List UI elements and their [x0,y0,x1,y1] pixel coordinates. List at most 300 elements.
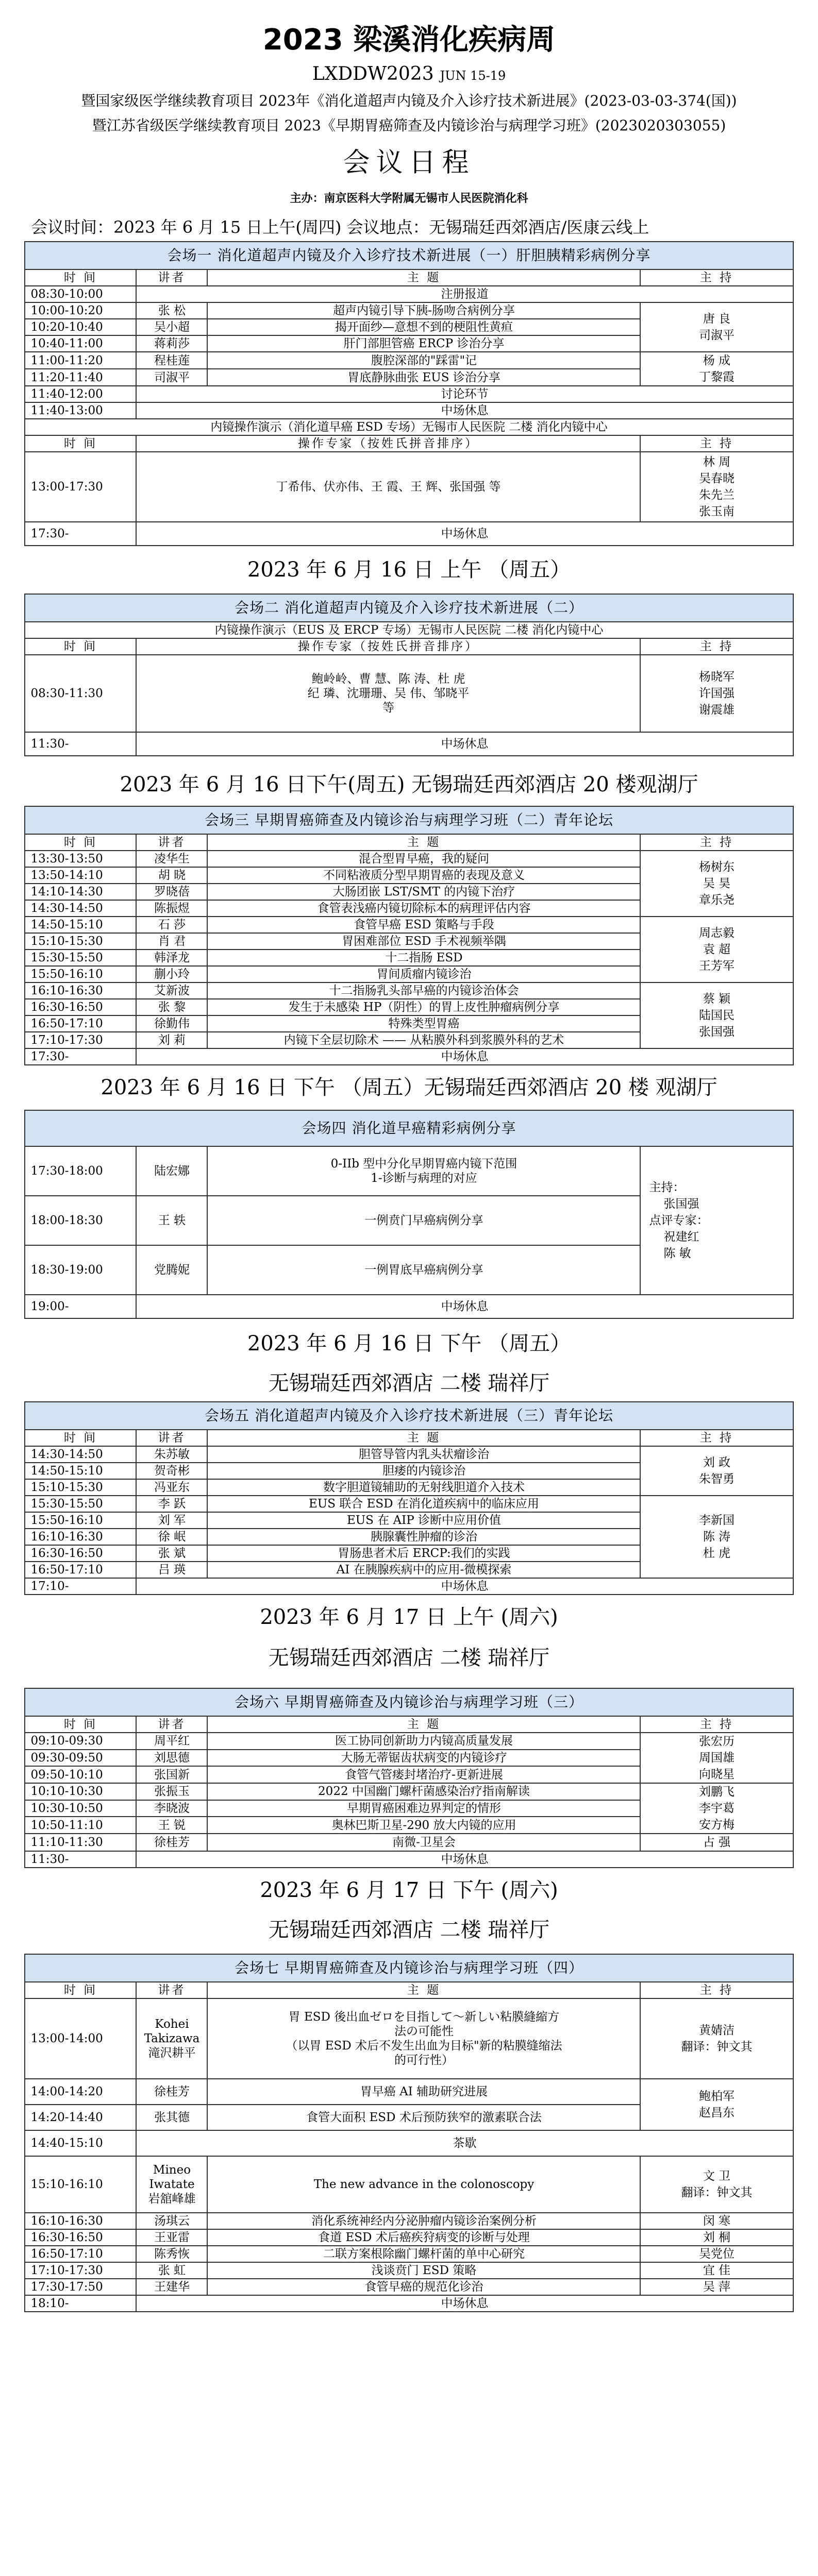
row-time: 19:00- [25,1295,136,1318]
col-chair: 主 持 [640,269,793,286]
row-time: 18:10- [25,2295,136,2312]
row-time: 16:10-16:30 [25,2213,136,2229]
col-time: 时 间 [25,269,136,286]
table-row [25,851,793,867]
row-topic: 胃早癌 AI 辅助研究进展 [207,2079,640,2105]
session-4-table [24,1110,793,1319]
row-speaker: 王亚雷 [136,2229,207,2246]
row-topic: 胃间质瘤内镜诊治 [207,966,640,982]
chair-cell [640,2156,793,2213]
topic-line: （以胃 ESD 术后不发生出血为目标"新的粘膜缝缩法 [286,2039,562,2053]
demo-experts: 丁希伟、伏亦伟、王 霞、王 辉、张国强 等 [136,452,640,522]
col-speaker: 讲者 [136,1430,207,1446]
chair-name: 唐 良 [703,312,731,326]
session-7-title: 会场七 早期胃癌筛查及内镜诊治与病理学习班（四） [25,1954,793,1982]
row-topic: 中场休息 [136,1295,793,1318]
experts-line: 纪 璘、沈珊珊、吴 伟、邹晓平 [307,687,470,700]
chair-name: 文 卫 [703,2170,731,2183]
chair-name: 陆国民 [699,1009,734,1022]
row-topic: 胃困难部位 ESD 手术视频举隅 [207,933,640,950]
row-speaker: 韩泽龙 [136,950,207,966]
row-speaker: 徐桂芳 [136,1834,207,1851]
row-speaker: 刘思德 [136,1750,207,1767]
row-time: 17:30- [25,1048,136,1065]
chair-name: 林 周 [703,455,731,469]
row-topic: 浅谈贲门 ESD 策略 [207,2262,640,2279]
row-time: 13:30-13:50 [25,851,136,867]
row-topic: 数字胆道镜辅助的无射线胆道介入技术 [207,1479,640,1496]
row-time: 16:50-17:10 [25,1015,136,1032]
row-topic: 消化系统神经内分泌肿瘤内镜诊治案例分析 [207,2213,640,2229]
chair-name: 吴春晓 [699,472,734,485]
col-topic: 主 题 [207,1982,640,1998]
row-time: 11:30- [25,1851,136,1868]
day2-pm-heading-3: 2023 年 6 月 16 日 下午 （周五） [247,1332,571,1355]
col-time: 时 间 [25,1982,136,1998]
row-topic: 胃底静脉曲张 EUS 诊治分享 [207,369,640,386]
row-topic: 食管表浅癌内镜切除标本的病理评估内容 [207,900,640,917]
row-time: 15:50-16:10 [25,966,136,982]
session-4-title: 会场四 消化道早癌精彩病例分享 [25,1110,793,1146]
chair-name: 蔡 颖 [703,992,731,1006]
row-time: 16:50-17:10 [25,2246,136,2262]
row-speaker: 蒯小玲 [136,966,207,982]
table-row [25,1146,793,1196]
speaker-line: Mineo [153,2163,191,2177]
row-speaker: 张 虹 [136,2262,207,2279]
col-chair: 主 持 [640,1716,793,1733]
topic-line: 胃 ESD 後出血ゼロを目指して～新しい粘膜縫縮方 [288,2010,560,2024]
row-time: 13:00-17:30 [25,452,136,522]
row-time: 18:30-19:00 [25,1245,136,1295]
col-speaker: 讲者 [136,269,207,286]
chair-cell [640,1446,793,1496]
row-speaker [136,2156,207,2213]
row-time: 10:30-10:50 [25,1800,136,1817]
row-topic: 南微-卫星会 [207,1834,640,1851]
chair-name: 袁 超 [703,943,731,956]
row-topic: 中场休息 [136,1048,793,1065]
row-time: 11:10-11:30 [25,1834,136,1851]
row-speaker: 艾新波 [136,982,207,999]
row-speaker: 李 跃 [136,1496,207,1512]
chair-cell [640,1496,793,1578]
row-topic: AI 在胰腺疾病中的应用-微模探索 [207,1562,640,1578]
chair-name: 王芳军 [699,959,734,973]
speaker-line: Kohei [155,2018,189,2031]
row-topic: 中场休息 [136,2295,793,2312]
row-speaker: 徐桂芳 [136,2079,207,2105]
row-topic: 食道 ESD 术后癌疾狩病变的诊断与处理 [207,2229,640,2246]
row-time: 11:40-13:00 [25,402,136,419]
chair-name: 刘 政 [703,1456,731,1469]
chair-name: 占 强 [640,1834,793,1851]
col-time: 时 间 [25,1716,136,1733]
chair-name: 周志毅 [699,926,734,940]
table-row [25,655,793,732]
session-1-title: 会场一 消化道超声内镜及介入诊疗技术新进展（一）肝胆胰精彩病例分享 [25,242,793,269]
col-time: 时 间 [25,834,136,851]
row-topic: EUS 在 AIP 诊断中应用价值 [207,1512,640,1529]
speaker-line: 岩舘峰雄 [148,2192,196,2206]
chair-cell [640,655,793,732]
row-topic: 一例胃底早癌病例分享 [207,1245,640,1295]
commentator-name: 祝建红 [663,1230,699,1244]
table-row [25,917,793,933]
chair-name: 刘 桐 [640,2229,793,2246]
session-7-table [24,1954,793,2312]
table-row [25,302,793,319]
row-topic: 揭开面纱—意想不到的梗阻性黄疸 [207,319,640,335]
row-time: 17:30-17:50 [25,2279,136,2295]
speaker-line: Takizawa [144,2032,200,2045]
chair-name: 周国雄 [699,1751,734,1765]
table-row [25,2229,793,2246]
row-topic: 食管早癌 ESD 策略与手段 [207,917,640,933]
row-time: 17:30- [25,522,136,546]
row-speaker: 王建华 [136,2279,207,2295]
table-row [25,1851,793,1868]
row-topic: 2022 中国幽门螺杆菌感染治疗指南解读 [207,1783,640,1800]
table-row [25,2295,793,2312]
demo-col-chair: 主 持 [640,435,793,452]
chair-name: 朱先兰 [699,488,734,502]
table-row [25,1998,793,2079]
table-row [25,452,793,522]
demo-title: 内镜操作演示（消化道早癌 ESD 专场）无锡市人民医院 二楼 消化内镜中心 [25,419,793,435]
session-3-title: 会场三 早期胃癌筛查及内镜诊治与病理学习班（二）青年论坛 [25,806,793,834]
event-date-range: JUN 15-19 [440,69,506,83]
row-topic: 中场休息 [136,522,793,546]
table-row [25,402,793,419]
row-time: 15:30-15:50 [25,950,136,966]
chair-name: 黄婧洁 [699,2024,734,2037]
topic-line: 的可行性） [394,2054,454,2067]
table-row [25,2213,793,2229]
row-speaker: 朱苏敏 [136,1446,207,1463]
row-time: 14:50-15:10 [25,1463,136,1479]
chair-name: 谢震雄 [699,703,734,717]
col-speaker: 讲者 [136,1982,207,1998]
row-topic: 胰腺囊性肿瘤的诊治 [207,1529,640,1545]
session-2-subtitle: 内镜操作演示（EUS 及 ERCP 专场）无锡市人民医院 二楼 消化内镜中心 [25,622,793,638]
col-experts: 操作专家（按姓氏拼音排序） [136,638,640,655]
row-time: 16:30-16:50 [25,999,136,1015]
row-time: 14:30-14:50 [25,900,136,917]
chair-name: 刘鹏飞 [699,1785,734,1799]
row-topic: 中场休息 [136,1578,793,1595]
conference-info: 会议时间：2023 年 6 月 15 日上午(周四) 会议地点：无锡瑞廷西郊酒店/医康云线上 [31,217,649,237]
row-time: 15:10-16:10 [25,2156,136,2213]
table-row [25,1295,793,1318]
chair-name: 张国强 [663,1197,699,1211]
row-speaker: 王 轶 [136,1196,207,1245]
row-speaker: 徐勤伟 [136,1015,207,1032]
row-time: 15:50-16:10 [25,1512,136,1529]
chair-cell [640,1733,793,1783]
session-5-title: 会场五 消化道超声内镜及介入诊疗技术新进展（三）青年论坛 [25,1402,793,1430]
row-speaker: 吴小超 [136,319,207,335]
row-time: 17:10- [25,1578,136,1595]
row-speaker: 张 松 [136,302,207,319]
row-topic: 内镜下全层切除术 —— 从粘膜外科到浆膜外科的艺术 [207,1032,640,1048]
row-topic: 一例贲门早癌病例分享 [207,1196,640,1245]
row-time: 15:30-15:50 [25,1496,136,1512]
row-speaker: 陈振煜 [136,900,207,917]
row-topic: 大肠团嵌 LST/SMT 的内镜下治疗 [207,884,640,900]
row-time: 09:50-10:10 [25,1766,136,1783]
col-chair: 主 持 [640,1430,793,1446]
row-topic: EUS 联合 ESD 在消化道疾病中的临床应用 [207,1496,640,1512]
session-3-table [24,806,793,1065]
chair-cell [640,982,793,1048]
table-row [25,2279,793,2295]
row-time: 11:40-12:00 [25,386,136,402]
chair-name: 李新国 [699,1514,734,1527]
row-speaker: 冯亚东 [136,1479,207,1496]
commentator-label: 点评专家： [649,1214,709,1227]
row-topic: 腹腔深部的"踩雷"记 [207,352,640,369]
row-speaker: 肖 君 [136,933,207,950]
commentator-name: 陈 敏 [663,1247,691,1260]
chair-name: 张玉南 [699,505,734,518]
col-topic: 主 题 [207,1430,640,1446]
row-speaker: 贺奇彬 [136,1463,207,1479]
row-speaker: 蒋莉莎 [136,335,207,352]
day2-pm-heading-2: 2023 年 6 月 16 日 下午 （周五）无锡瑞廷西郊酒店 20 楼 观湖厅 [101,1076,717,1099]
event-title: 2023 梁溪消化疾病周 [262,23,556,57]
row-time: 14:50-15:10 [25,917,136,933]
row-time: 17:30-18:00 [25,1146,136,1196]
table-row [25,286,793,302]
row-topic: 医工协同创新助力内镜高质量发展 [207,1733,640,1750]
row-speaker: 凌华生 [136,851,207,867]
table-row [25,2246,793,2262]
translator-name: 翻译：钟文其 [681,2186,753,2199]
table-row [25,1733,793,1750]
translator-name: 翻译：钟文其 [681,2040,753,2054]
row-time: 16:10-16:30 [25,1529,136,1545]
row-topic: 二联方案根除幽门螺杆菌的单中心研究 [207,2246,640,2262]
row-speaker: 胡 晓 [136,867,207,884]
topic-line: 0-IIb 型中分化早期胃癌内镜下范围 [330,1157,517,1171]
row-topic [207,1146,640,1196]
chair-name: 章乐尧 [699,893,734,907]
row-speaker [136,1998,207,2079]
row-speaker: 吕 瑛 [136,1562,207,1578]
chair-name: 安方梅 [699,1818,734,1832]
chair-name: 李宇葛 [699,1802,734,1815]
row-time: 16:10-16:30 [25,982,136,999]
table-row [25,732,793,756]
col-time: 时 间 [25,638,136,655]
chair-name: 鲍柏军 [699,2090,734,2103]
row-time: 14:40-15:10 [25,2130,136,2156]
hall-5-heading: 无锡瑞廷西郊酒店 二楼 瑞祥厅 [268,1371,550,1395]
col-topic: 主 题 [207,834,640,851]
event-code [0,60,818,89]
chair-cell [640,917,793,982]
row-time: 15:10-15:30 [25,1479,136,1496]
chair-name: 杨树东 [699,860,734,874]
chair-name: 张宏历 [699,1735,734,1748]
row-topic: 十二指肠 ESD [207,950,640,966]
chair-name: 吴 萍 [640,2279,793,2295]
row-time: 14:00-14:20 [25,2079,136,2105]
chair-name: 司淑平 [699,329,734,342]
row-topic: 特殊类型胃癌 [207,1015,640,1032]
row-time: 14:30-14:50 [25,1446,136,1463]
session-2-table [24,594,793,756]
row-time: 18:00-18:30 [25,1196,136,1245]
row-time: 11:00-11:20 [25,352,136,369]
project-line-1: 暨国家级医学继续教育项目 2023年《消化道超声内镜及介入诊疗技术新进展》(2023-03-03-374(国)) [81,92,737,109]
col-chair: 主 持 [640,834,793,851]
row-time: 10:00-10:20 [25,302,136,319]
hall-7-heading: 无锡瑞廷西郊酒店 二楼 瑞祥厅 [268,1918,550,1942]
session-2-title: 会场二 消化道超声内镜及介入诊疗技术新进展（二） [25,594,793,622]
row-speaker: 张振玉 [136,1783,207,1800]
chair-name: 陈 涛 [703,1530,731,1544]
demo-col-experts: 操作专家（按姓氏拼音排序） [136,435,640,452]
chair-cell [640,352,793,386]
row-topic: 胆痿的内镜诊治 [207,1463,640,1479]
chair-cell [640,1783,793,1834]
row-time: 16:30-16:50 [25,1545,136,1562]
row-speaker: 李晓波 [136,1800,207,1817]
row-speaker: 石 莎 [136,917,207,933]
col-speaker: 讲者 [136,1716,207,1733]
row-topic: 胆管导管内乳头状瘤诊治 [207,1446,640,1463]
col-time: 时 间 [25,1430,136,1446]
chair-cell [640,302,793,352]
row-topic: The new advance in the colonoscopy [207,2156,640,2213]
demo-col-time: 时 间 [25,435,136,452]
row-speaker: 陈秀恢 [136,2246,207,2262]
table-row [25,386,793,402]
table-row [25,2156,793,2213]
chair-name: 吴 昊 [703,877,731,890]
row-time: 10:20-10:40 [25,319,136,335]
row-speaker: 司淑平 [136,369,207,386]
chair-cell [640,1998,793,2079]
row-speaker: 徐 岷 [136,1529,207,1545]
row-time: 10:40-11:00 [25,335,136,352]
row-time: 14:20-14:40 [25,2105,136,2130]
chair-cell [640,452,793,522]
col-speaker: 讲者 [136,834,207,851]
row-time: 11:30- [25,732,136,756]
speaker-line: Iwatate [149,2178,195,2191]
row-topic: 食管大面积 ESD 术后预防狭窄的激素联合法 [207,2105,640,2130]
topic-line: 1-诊断与病理的对应 [371,1172,477,1185]
chair-name: 丁黎霞 [699,370,734,384]
table-row [25,1496,793,1512]
chair-name: 杨晓军 [699,670,734,684]
session-1-table [24,241,793,546]
chair-name: 宜 佳 [640,2262,793,2279]
row-time: 17:10-17:30 [25,1032,136,1048]
table-row [25,2262,793,2279]
row-time: 08:30-10:00 [25,286,136,302]
row-time: 15:10-15:30 [25,933,136,950]
chair-name: 吴党位 [640,2246,793,2262]
chair-name: 张国强 [699,1025,734,1039]
row-topic: 肝门部胆管癌 ERCP 诊治分享 [207,335,640,352]
row-speaker: 汤琪云 [136,2213,207,2229]
row-speaker: 刘 军 [136,1512,207,1529]
experts-line: 等 [382,701,394,715]
table-row [25,2079,793,2105]
row-time: 10:10-10:30 [25,1783,136,1800]
row-topic: 超声内镜引导下胰-肠吻合病例分享 [207,302,640,319]
table-row [25,1048,793,1065]
row-time: 14:10-14:30 [25,884,136,900]
row-topic: 食管早癌的规范化诊治 [207,2279,640,2295]
chair-name: 杜 虎 [703,1547,731,1560]
row-time: 16:50-17:10 [25,1562,136,1578]
row-topic: 茶歇 [136,2130,793,2156]
row-speaker: 刘 莉 [136,1032,207,1048]
day2-pm-heading-1: 2023 年 6 月 16 日下午(周五) 无锡瑞廷西郊酒店 20 楼观湖厅 [120,773,698,796]
day3-am-heading: 2023 年 6 月 17 日 上午 (周六) [260,1605,558,1629]
row-time: 16:30-16:50 [25,2229,136,2246]
experts-line: 鲍岭岭、曹 慧、陈 涛、杜 虎 [311,672,465,686]
row-speaker: 张国新 [136,1766,207,1783]
row-topic: 食管气管瘘封堵治疗-更新进展 [207,1766,640,1783]
speaker-line: 滝沢耕平 [148,2046,196,2060]
row-topic: 中场休息 [136,1851,793,1868]
row-topic [207,1998,640,2079]
session-6-title: 会场六 早期胃癌筛查及内镜诊治与病理学习班（三） [25,1688,793,1716]
topic-line: 法の可能性 [394,2025,454,2038]
table-row [25,1834,793,1851]
row-time: 09:10-09:30 [25,1733,136,1750]
chair-cell [640,851,793,917]
event-code-text: LXDDW2023 [312,63,434,84]
day3-pm-heading: 2023 年 6 月 17 日 下午 (周六) [260,1878,558,1902]
day2-am-heading: 2023 年 6 月 16 日 上午 （周五） [247,558,571,582]
chair-cell [640,2079,793,2130]
row-time: 13:50-14:10 [25,867,136,884]
row-time: 09:30-09:50 [25,1750,136,1767]
row-topic: 中场休息 [136,402,793,419]
row-speaker: 张 黎 [136,999,207,1015]
table-row [25,1446,793,1463]
chair-cell [640,1146,793,1295]
col-chair: 主 持 [640,1982,793,1998]
row-topic: 奥林巴斯卫星-290 放大内镜的应用 [207,1817,640,1834]
host-line: 主办：南京医科大学附属无锡市人民医院消化科 [290,192,528,205]
row-topic: 发生于未感染 HP（阴性）的胃上皮性肿瘤病例分享 [207,999,640,1015]
row-topic: 胃肠患者术后 ERCP:我们的实践 [207,1545,640,1562]
table-row [25,1578,793,1595]
row-time: 13:00-14:00 [25,1998,136,2079]
chair-name: 杨 成 [703,354,731,367]
row-speaker: 陆宏娜 [136,1146,207,1196]
project-line-2: 暨江苏省级医学继续教育项目 2023《早期胃癌筛查及内镜诊治与病理学习班》(2023020303055) [92,117,726,134]
col-topic: 主 题 [207,269,640,286]
row-topic: 注册报道 [136,286,793,302]
row-topic: 混合型胃早癌，我的疑问 [207,851,640,867]
row-topic: 十二指肠乳头部早癌的内镜诊治体会 [207,982,640,999]
row-speaker: 张 斌 [136,1545,207,1562]
table-row [25,522,793,546]
chair-name: 许国强 [699,687,734,700]
table-row [25,352,793,369]
row-time: 08:30-11:30 [25,655,136,732]
chair-name: 闵 寒 [640,2213,793,2229]
